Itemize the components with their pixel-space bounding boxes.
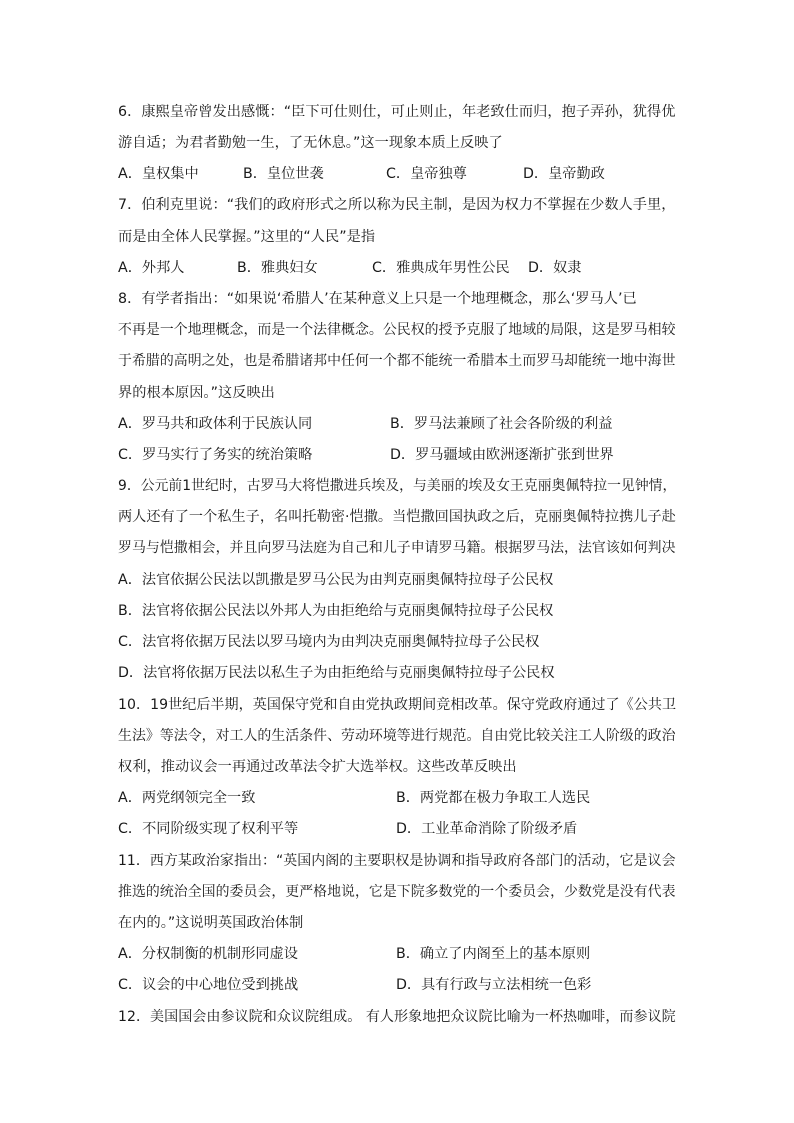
question-text-line: 游自适；为君者勤勉一生，了无休息。”这一现象本质上反映了 — [118, 135, 503, 151]
question-text-line: 生法》等法令，对工人的生活条件、劳动环境等进行规范。自由党比较关注工人阶级的政治 — [118, 728, 676, 744]
option-c: C．罗马实行了务实的统治策略 — [118, 447, 313, 463]
question-text-line: 而是由全体人民掌握。”这里的“人民”是指 — [118, 229, 376, 245]
option-a: A．分权制衡的机制形同虚设 — [118, 946, 298, 962]
question-text-line: 于希腊的高明之处，也是希腊诸邦中任何一个都不能统一希腊本土而罗马却能统一地中海世 — [118, 353, 676, 369]
option-a: A．罗马共和政体利于民族认同 — [118, 416, 313, 432]
option-a: A．皇权集中 — [118, 166, 199, 182]
option-b: B．皇位世袭 — [243, 166, 324, 182]
option-d: D．皇帝勤政 — [523, 166, 605, 182]
option-b: B．罗马法兼顾了社会各阶级的利益 — [390, 416, 613, 432]
question-text-line: 两人还有了一个私生子，名叫托勒密·恺撒。当恺撒回国执政之后，克丽奥佩特拉携儿子赴 — [118, 509, 676, 525]
question-text-line: 12．美国国会由参议院和众议院组成。 有人形象地把众议院比喻为一杯热咖啡，而参议院 — [118, 1009, 676, 1025]
question-text-line: 9．公元前1世纪时，古罗马大将恺撒进兵埃及，与美丽的埃及女王克丽奥佩特拉一见钟情， — [118, 478, 677, 494]
question-text-line: 8．有学者指出：“如果说‘希腊人’在某种意义上只是一个地理概念，那么‘罗马人’已 — [118, 291, 637, 307]
question-text-line: 7．伯利克里说：“我们的政府形式之所以称为民主制，是因为权力不掌握在少数人手里， — [118, 197, 676, 213]
question-text-line: 界的根本原因。”这反映出 — [118, 385, 275, 401]
question-text-line: 罗马与恺撒相会，并且向罗马法庭为自己和儿子申请罗马籍。根据罗马法，法官该如何判决 — [118, 540, 676, 556]
option-c: C．议会的中心地位受到挑战 — [118, 977, 299, 993]
question-text-line: 6．康熙皇帝曾发出感慨：“臣下可仕则仕，可止则止，年老致仕而归，抱子弄孙，犹得优 — [118, 104, 676, 120]
option-b: B．法官将依据公民法以外邦人为由拒绝给与克丽奥佩特拉母子公民权 — [118, 603, 554, 619]
option-c: C．雅典成年男性公民 — [372, 260, 510, 276]
option-b: B．确立了内阁至上的基本原则 — [396, 946, 591, 962]
option-b: B．两党都在极力争取工人选民 — [396, 790, 591, 806]
option-c: C．皇帝独尊 — [386, 166, 467, 182]
option-d: D．法官将依据万民法以私生子为由拒绝给与克丽奥佩特拉母子公民权 — [118, 665, 555, 681]
option-c: C．不同阶级实现了权利平等 — [118, 821, 299, 837]
option-a: A．两党纲领完全一致 — [118, 790, 256, 806]
question-text-line: 11．西方某政治家指出：“英国内阁的主要职权是协调和指导政府各部门的活动，它是议会 — [118, 853, 676, 869]
option-d: D．具有行政与立法相统一色彩 — [396, 977, 592, 993]
option-d: D．工业革命消除了阶级矛盾 — [396, 821, 578, 837]
question-text-line: 10．19世纪后半期，英国保守党和自由党执政期间竞相改革。保守党政府通过了《公共卫 — [118, 697, 677, 713]
question-text-line: 在内的。”这说明英国政治体制 — [118, 915, 304, 931]
question-text-line: 不再是一个地理概念，而是一个法律概念。公民权的授予克服了地域的局限，这是罗马相较 — [118, 322, 676, 338]
option-a: A．法官依据公民法以凯撒是罗马公民为由判克丽奥佩特拉母子公民权 — [118, 572, 554, 588]
option-d: D．罗马疆域由欧洲逐渐扩张到世界 — [390, 447, 614, 463]
option-d: D．奴隶 — [528, 260, 582, 276]
option-a: A．外邦人 — [118, 260, 185, 276]
option-b: B．雅典妇女 — [237, 260, 318, 276]
question-text-line: 权利，推动议会一再通过改革法令扩大选举权。这些改革反映出 — [118, 759, 517, 775]
option-c: C．法官将依据万民法以罗马境内为由判决克丽奥佩特拉母子公民权 — [118, 634, 540, 650]
question-text-line: 推选的统治全国的委员会，更严格地说，它是下院多数党的一个委员会，少数党是没有代表 — [118, 884, 676, 900]
